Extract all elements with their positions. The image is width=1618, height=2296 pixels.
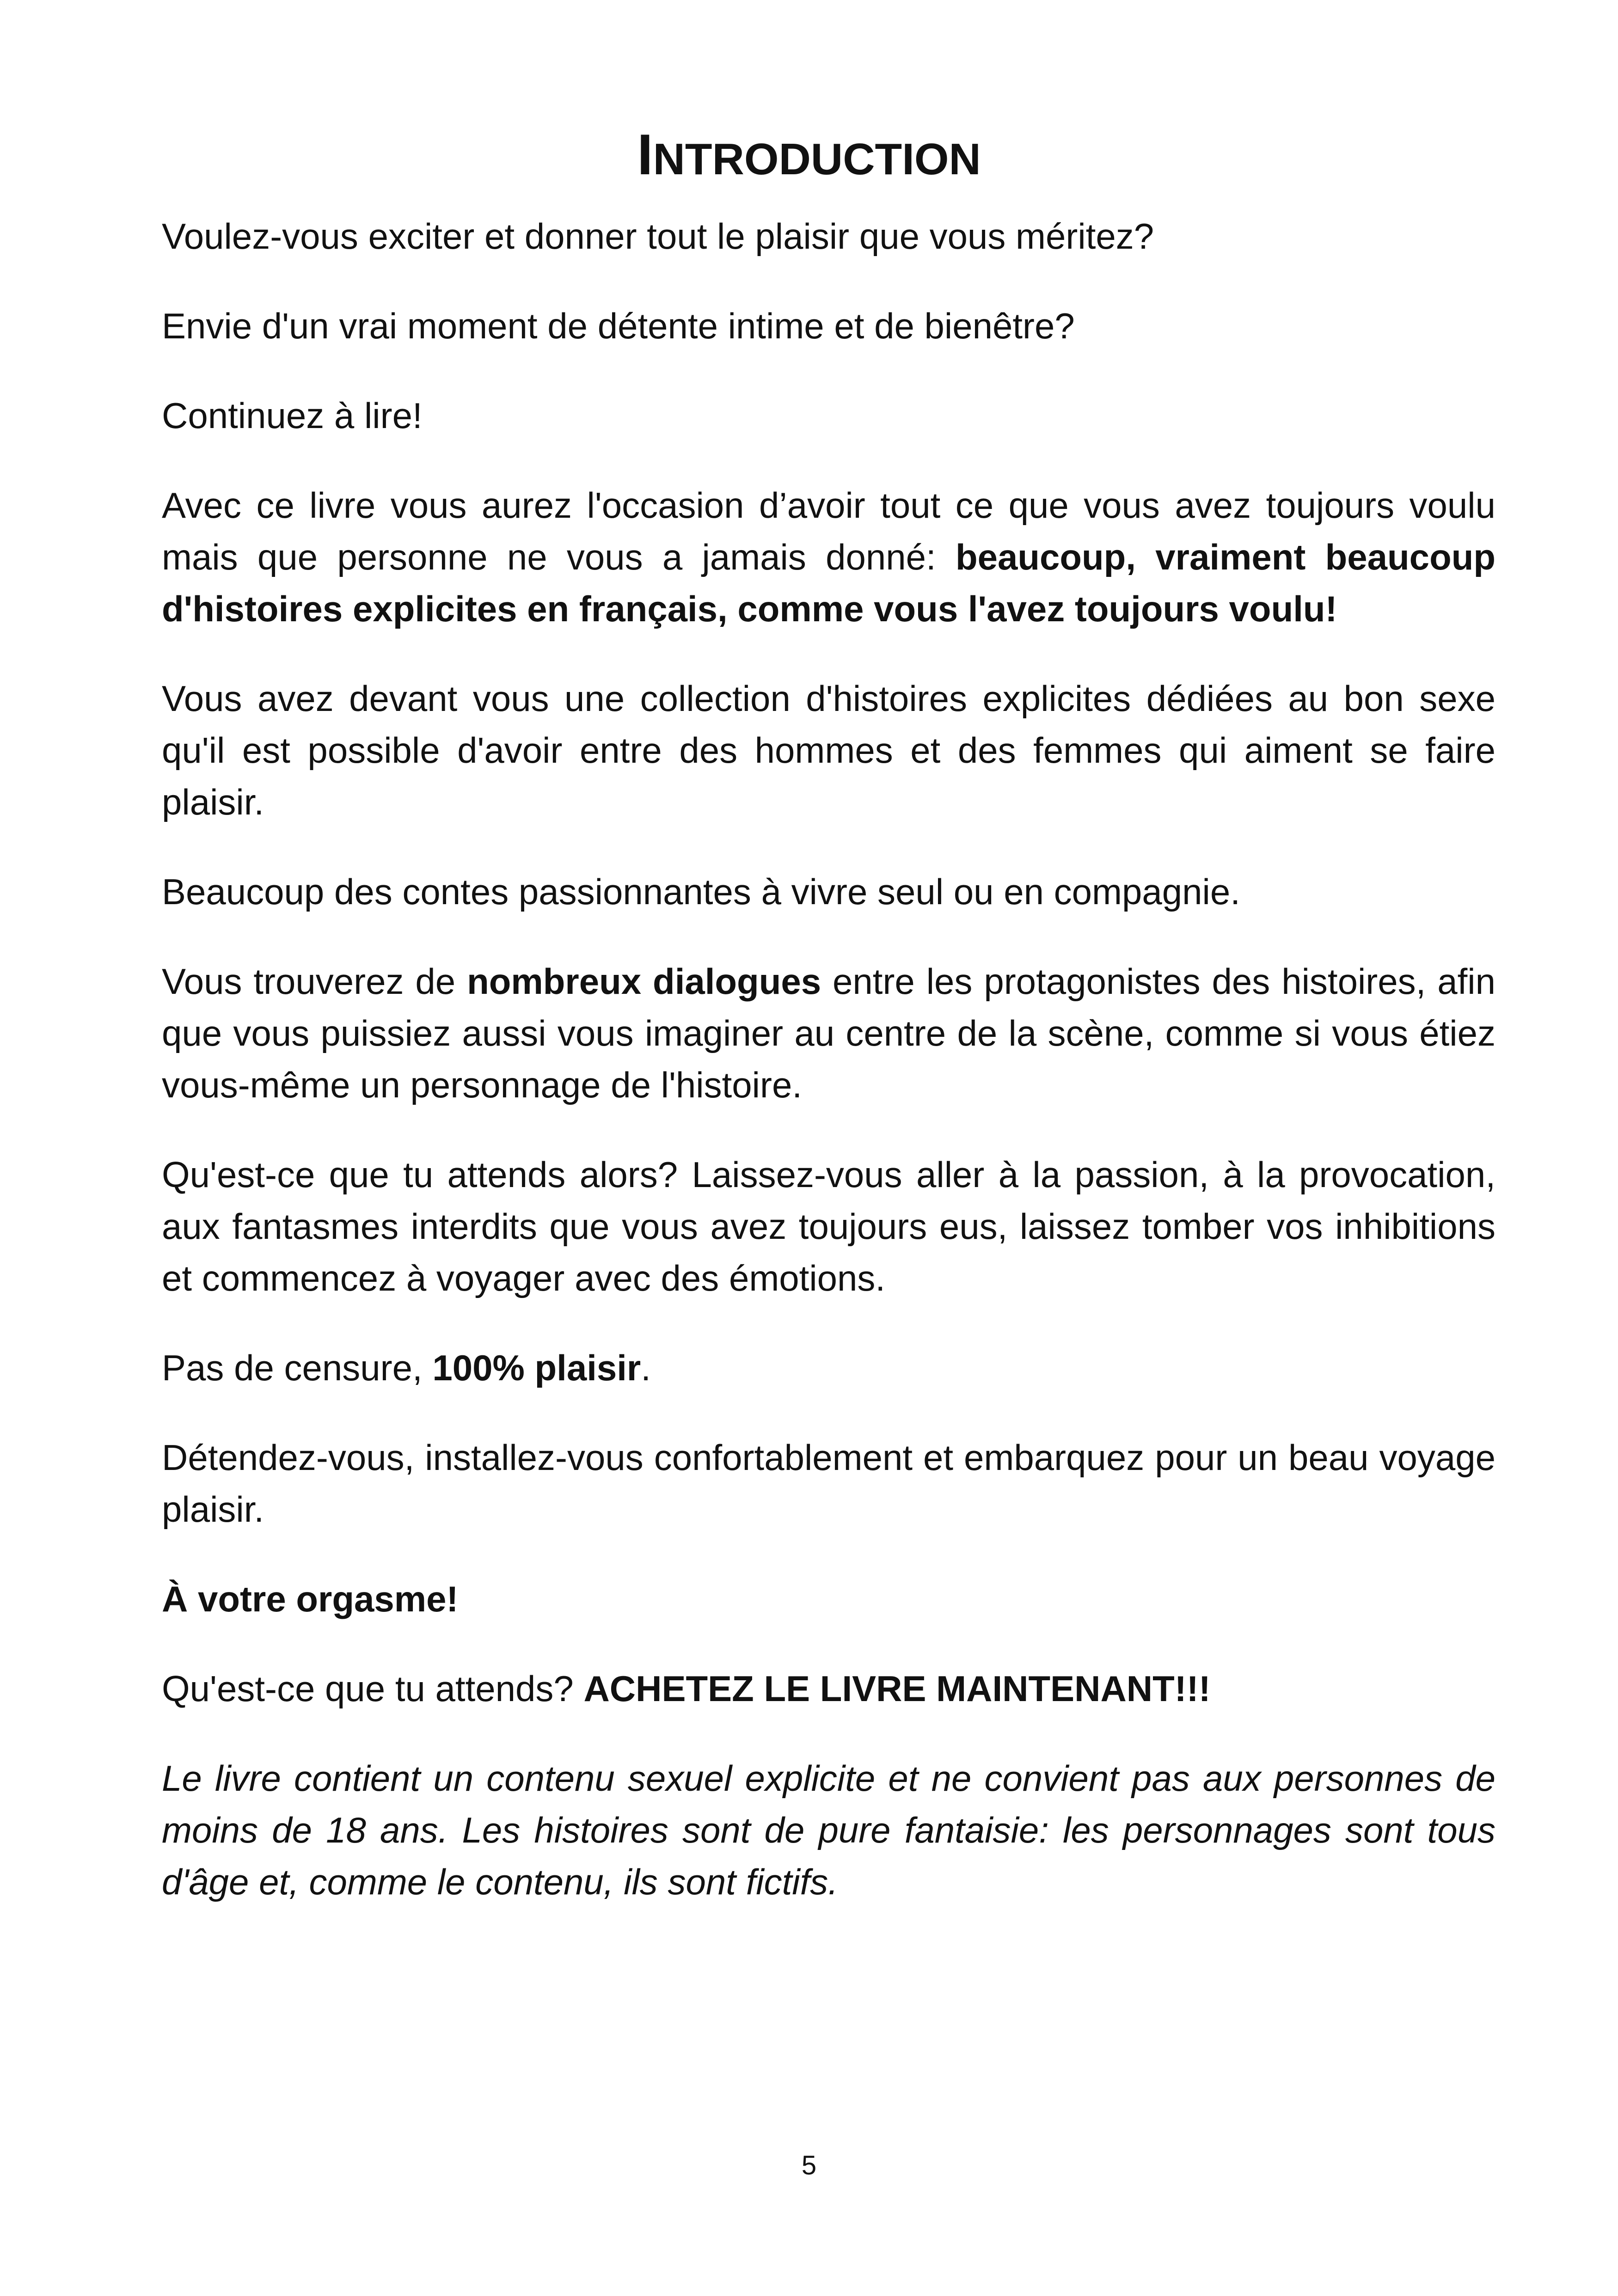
paragraph-7-text-c: entre les protagonistes des histoires, afin que vous puissiez aussi vous imaginer au centre de la scène, comme si vous étiez vous-même un personnage de l'histoire.	[162, 961, 1495, 1105]
title-first-letter: I	[637, 123, 653, 187]
paragraph-4-bold: beaucoup, vraiment beaucoup d'histoires explicites en français, comme vous l'avez toujours voulu!	[162, 537, 1495, 629]
paragraph-9	[162, 1342, 1495, 1394]
paragraph-10: Détendez-vous, installez-vous confortablement et embarquez pour un beau voyage plaisir.	[162, 1437, 1495, 1530]
disclaimer-paragraph: Le livre contient un contenu sexuel explicite et ne convient pas aux personnes de moins de 18 ans. Les histoires sont de pure fantaisie: les personnages sont tous d'âge et, comme le contenu, ils sont fictifs.	[162, 1758, 1495, 1902]
paragraph-2: Envie d'un vrai moment de détente intime et de bienêtre?	[162, 306, 1075, 346]
paragraph-7-bold: nombreux dialogues	[467, 961, 821, 1002]
page-number: 5	[801, 2150, 817, 2180]
title-rest: NTRODUCTION	[653, 135, 981, 184]
body-text	[162, 210, 1495, 1946]
paragraph-9-text-a: Pas de censure,	[162, 1347, 433, 1388]
paragraph-6: Beaucoup des contes passionnantes à vivre seul ou en compagnie.	[162, 871, 1240, 912]
paragraph-1: Voulez-vous exciter et donner tout le plaisir que vous méritez?	[162, 216, 1154, 257]
paragraph-8: Qu'est-ce que tu attends alors? Laissez-vous aller à la passion, à la provocation, aux fantasmes interdits que vous avez toujours eus, laissez tomber vos inhibitions et commencez à voyager avec des émotions.	[162, 1154, 1495, 1298]
paragraph-12-bold: ACHETEZ LE LIVRE MAINTENANT!!!	[583, 1668, 1211, 1709]
page-title	[0, 118, 1618, 196]
paragraph-9-text-c: .	[641, 1347, 651, 1388]
paragraph-11	[162, 1573, 1495, 1625]
paragraph-4	[162, 479, 1495, 635]
paragraph-12-text: Qu'est-ce que tu attends?	[162, 1668, 584, 1709]
paragraph-5: Vous avez devant vous une collection d'histoires explicites dédiées au bon sexe qu'il est possible d'avoir entre des hommes et des femmes qui aiment se faire plaisir.	[162, 678, 1495, 822]
paragraph-3: Continuez à lire!	[162, 395, 423, 436]
paragraph-7	[162, 955, 1495, 1111]
paragraph-4-text: Avec ce livre vous aurez l'occasion d’avoir tout ce que vous avez toujours voulu mais que personne ne vous a jamais donné:	[162, 485, 1495, 577]
paragraph-12	[162, 1663, 1495, 1714]
paragraph-9-bold: 100% plaisir	[432, 1347, 641, 1388]
paragraph-11-bold: À votre orgasme!	[162, 1579, 459, 1619]
paragraph-7-text-a: Vous trouverez de	[162, 961, 467, 1002]
